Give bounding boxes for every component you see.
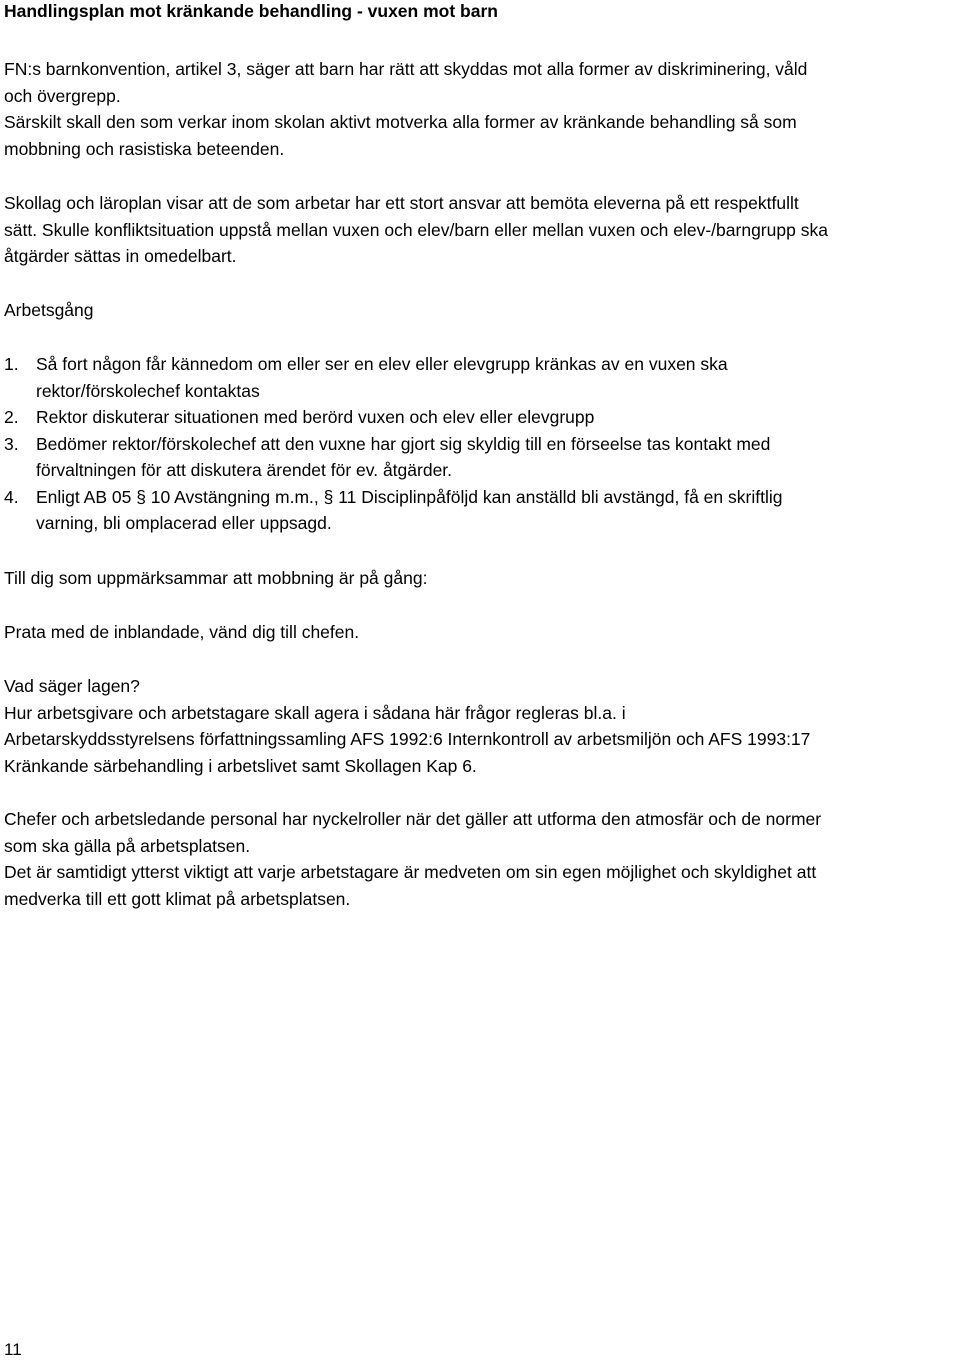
page-number: 11 — [4, 1340, 22, 1359]
lagen-line: Hur arbetsgivare och arbetstagare skall agera i sådana här frågor regleras bl.a. i — [4, 702, 626, 723]
lagen-line: Vad säger lagen? — [4, 676, 140, 696]
mobbning-paragraph — [4, 619, 960, 646]
mobbning-heading-text: Till dig som uppmärksammar att mobbning är på gång: — [4, 568, 428, 588]
step-line: varning, bli omplacerad eller uppsagd. — [36, 513, 332, 533]
step-number: 4. — [4, 486, 19, 507]
skollag-paragraph — [4, 190, 960, 270]
arbetsgang-heading-text: Arbetsgång — [4, 300, 94, 320]
step-line: Rektor diskuterar situationen med berörd vuxen och elev eller elevgrupp — [36, 407, 595, 427]
chefer-line: som ska gälla på arbetsplatsen. — [4, 835, 251, 856]
step-line: förvaltningen för att diskutera ärendet för ev. åtgärder. — [36, 460, 453, 480]
chefer-line: Chefer och arbetsledande personal har nyckelroller när det gäller att utforma den atmosfär och de normer — [4, 809, 822, 829]
step-line: Enligt AB 05 § 10 Avstängning m.m., § 11 Disciplinpåföljd kan anställd bli avstängd, få en skriftlig — [36, 486, 783, 507]
skollag-line: åtgärder sättas in omedelbart. — [4, 246, 237, 266]
chefer-paragraph — [4, 806, 960, 912]
step-item — [4, 351, 782, 404]
intro-paragraph — [4, 56, 960, 162]
step-number: 3. — [4, 433, 19, 454]
skollag-line: Skollag och läroplan visar att de som arbetar har ett stort ansvar att bemöta eleverna på ett respektfullt — [4, 193, 799, 213]
step-number: 2. — [4, 407, 19, 427]
step-number: 1. — [4, 354, 19, 374]
skollag-line: sätt. Skulle konfliktsituation uppstå mellan vuxen och elev/barn eller mellan vuxen och elev-/barngrupp ska — [4, 219, 828, 240]
chefer-line: medverka till ett gott klimat på arbetsplatsen. — [4, 888, 351, 909]
mobbning-heading — [4, 565, 960, 592]
step-item — [4, 484, 782, 537]
steps-list — [4, 351, 782, 537]
chefer-line: Det är samtidigt ytterst viktigt att varje arbetstagare är medveten om sin egen möjlighet och skyldighet att — [4, 862, 817, 882]
intro-line: och övergrepp. — [4, 85, 121, 106]
mobbning-text: Prata med de inblandade, vänd dig till chefen. — [4, 622, 360, 642]
arbetsgang-heading — [4, 297, 960, 324]
intro-line: FN:s barnkonvention, artikel 3, säger att barn har rätt att skyddas mot alla former av diskriminering, våld — [4, 59, 808, 79]
step-line: Bedömer rektor/förskolechef att den vuxne har gjort sig skyldig till en förseelse tas kontakt med — [36, 433, 771, 454]
intro-line: Särskilt skall den som verkar inom skolan aktivt motverka alla former av kränkande behandling så som — [4, 112, 797, 132]
step-line: Så fort någon får kännedom om eller ser en elev eller elevgrupp kränkas av en vuxen ska — [36, 354, 728, 374]
step-item — [4, 431, 782, 484]
step-line: rektor/förskolechef kontaktas — [36, 380, 260, 401]
lagen-line: Arbetarskyddsstyrelsens författningssamling AFS 1992:6 Internkontroll av arbetsmiljön och AFS 1993:17 — [4, 729, 811, 749]
lagen-line: Kränkande särbehandling i arbetslivet samt Skollagen Kap 6. — [4, 755, 477, 776]
lagen-paragraph — [4, 673, 960, 779]
step-item — [4, 404, 782, 431]
document-title: Handlingsplan mot kränkande behandling - vuxen mot barn — [4, 1, 498, 21]
intro-line: mobbning och rasistiska beteenden. — [4, 138, 285, 159]
